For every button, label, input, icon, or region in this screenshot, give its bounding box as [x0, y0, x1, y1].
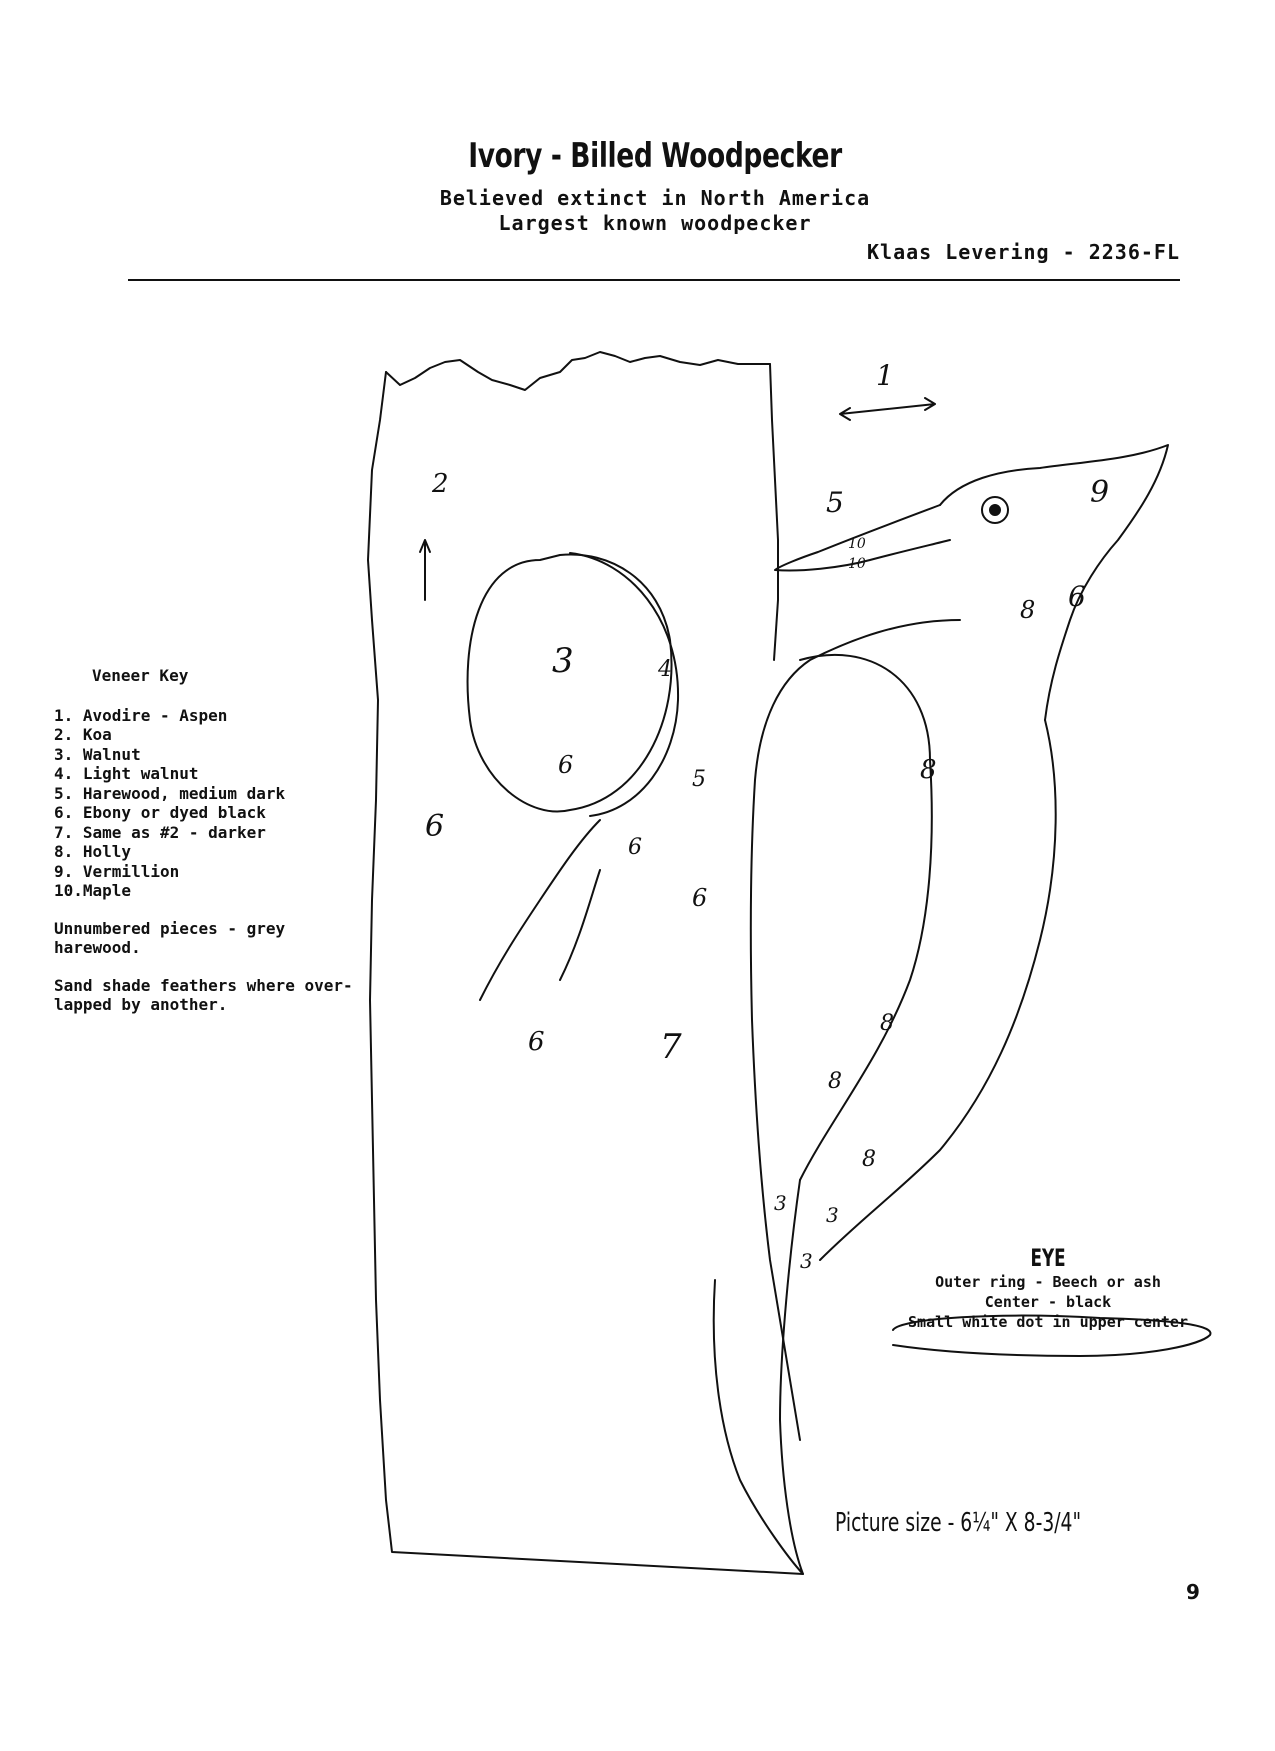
bird-belly [820, 720, 1056, 1260]
veneer-key-item: 7. Same as #2 - darker [54, 822, 266, 842]
nest-hole-rim [570, 553, 678, 816]
subtitle-line-2: Largest known woodpecker [498, 211, 812, 235]
label-3: 3 [800, 1249, 813, 1273]
label-3: 3 [552, 641, 574, 681]
label-6: 6 [628, 835, 642, 860]
tree-trunk-outline [368, 372, 803, 1574]
eye-white-dot: Small white dot in upper center [908, 1313, 1188, 1331]
veneer-key-item: 2. Koa [54, 725, 112, 744]
tree-trunk-right-edge [770, 364, 778, 660]
bird-eye-center [990, 505, 1000, 515]
label-6: 6 [558, 751, 574, 779]
label-6: 6 [528, 1027, 545, 1057]
bird-wing [800, 655, 932, 1180]
page-title: Ivory - Billed Woodpecker [468, 136, 842, 176]
veneer-key-item: 6. Ebony or dyed black [54, 803, 266, 822]
veneer-key-item: 9. Vermillion [54, 861, 180, 881]
veneer-key-item: 8. Holly [54, 842, 132, 861]
label-8: 8 [880, 1011, 894, 1036]
picture-size: Picture size - 6¼" X 8-3/4" [835, 1508, 1082, 1538]
eye-notes [878, 1244, 1218, 1332]
arrow-1 [840, 398, 935, 420]
veneer-key-item: 1. Avodire - Aspen [54, 705, 228, 725]
label-5: 5 [826, 486, 844, 519]
label-8: 8 [862, 1147, 876, 1172]
label-1: 1 [876, 359, 894, 392]
veneer-key-item: 10.Maple [54, 881, 132, 900]
eye-center: Center - black [984, 1293, 1112, 1311]
label-10: 10 [848, 536, 866, 552]
veneer-key-title: Veneer Key [92, 666, 189, 685]
key-note-sand-shade: Sand shade feathers where over-lapped by another. [54, 975, 353, 1014]
bird-feet [480, 820, 600, 1000]
eye-title: EYE [1030, 1244, 1066, 1272]
label-6: 6 [1068, 580, 1086, 613]
label-7: 7 [660, 1027, 682, 1067]
author-line: Klaas Levering - 2236-FL [867, 240, 1180, 264]
label-5: 5 [692, 767, 706, 792]
tree-trunk-top [386, 352, 770, 390]
label-9: 9 [1090, 475, 1110, 510]
label-2: 2 [432, 469, 449, 499]
key-note-unnumbered: Unnumbered pieces - grey harewood. [54, 918, 286, 957]
label-4: 4 [658, 657, 672, 682]
veneer-key-item: 5. Harewood, medium dark [54, 783, 286, 803]
label-6: 6 [692, 884, 708, 912]
veneer-key-item: 4. Light walnut [54, 764, 199, 783]
label-3: 3 [774, 1191, 787, 1215]
subtitle-line-1: Believed extinct in North America [439, 186, 871, 210]
bird-head [940, 445, 1168, 720]
page-number: 9 [1186, 1580, 1200, 1604]
label-8: 8 [828, 1069, 842, 1094]
eye-outer-ring: Outer ring - Beech or ash [935, 1273, 1161, 1291]
arrow-2 [420, 540, 430, 600]
label-8: 8 [1020, 596, 1036, 624]
label-10: 10 [848, 556, 866, 572]
label-6: 6 [425, 809, 445, 844]
label-8: 8 [920, 755, 937, 785]
label-3: 3 [826, 1203, 839, 1227]
veneer-key-item: 3. Walnut [54, 744, 141, 764]
